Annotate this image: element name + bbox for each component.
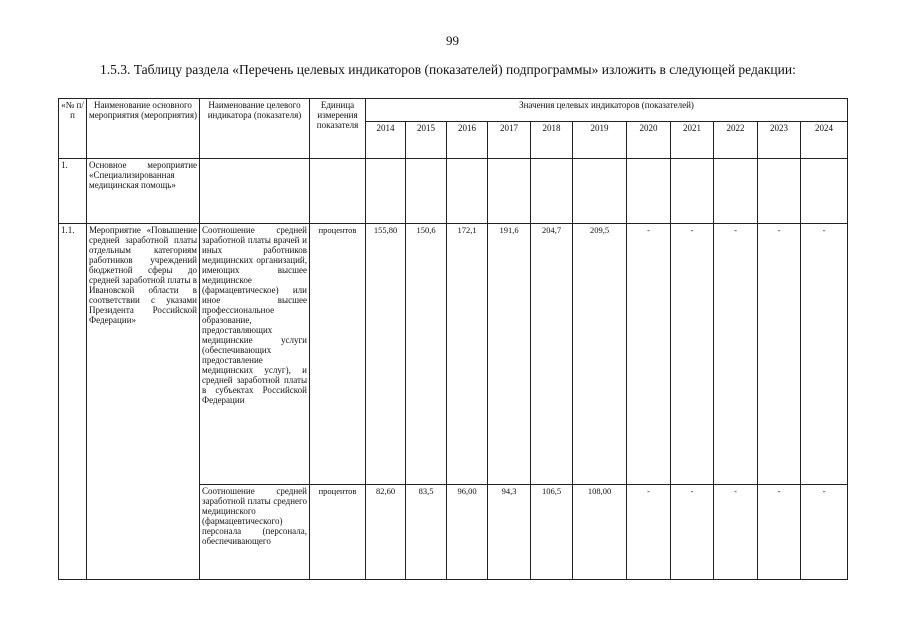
header-unit: Единица измерения показателя — [310, 99, 366, 159]
header-year: 2019 — [573, 122, 627, 159]
row-value: 191,6 — [488, 224, 531, 485]
row-unit: процентов — [310, 224, 366, 485]
row-value: 150,6 — [406, 224, 447, 485]
row-value — [714, 159, 758, 224]
row-value: 204,7 — [531, 224, 573, 485]
row-value: - — [671, 485, 714, 580]
row-value — [531, 159, 573, 224]
row-value — [406, 159, 447, 224]
header-indicator: Наименование целевого индикатора (показателя) — [200, 99, 310, 159]
header-values-group: Значения целевых индикаторов (показателей) — [366, 99, 848, 122]
row-value — [488, 159, 531, 224]
row-unit — [310, 159, 366, 224]
row-value: - — [758, 485, 801, 580]
row-value: 82,60 — [366, 485, 406, 580]
header-year: 2017 — [488, 122, 531, 159]
row-value — [801, 159, 848, 224]
header-year: 2023 — [758, 122, 801, 159]
header-activity: Наименование основного мероприятия (мероприятия) — [87, 99, 200, 159]
row-value: 108,00 — [573, 485, 627, 580]
row-value: - — [671, 224, 714, 485]
table-row — [59, 224, 848, 485]
header-year: 2015 — [406, 122, 447, 159]
header-year: 2021 — [671, 122, 714, 159]
row-activity: Мероприятие «Повышение средней заработной платы отдельным категориям работников учреждений бюджетной сферы до средней заработной платы в Ивановской области в соответствии с указами Президента Российской Федерации» — [87, 224, 200, 580]
table-row — [59, 159, 848, 224]
table-header-row — [59, 99, 848, 122]
row-unit: процентов — [310, 485, 366, 580]
row-value: 209,5 — [573, 224, 627, 485]
row-value: - — [758, 224, 801, 485]
row-value — [573, 159, 627, 224]
row-indicator: Соотношение средней заработной платы среднего медицинского (фармацевтического) персонала (персонала, обеспечивающего — [200, 485, 310, 580]
row-indicator — [200, 159, 310, 224]
row-value: - — [801, 485, 848, 580]
row-value: 94,3 — [488, 485, 531, 580]
row-value — [447, 159, 488, 224]
row-value — [758, 159, 801, 224]
header-year: 2014 — [366, 122, 406, 159]
row-value: - — [627, 224, 671, 485]
row-value: - — [801, 224, 848, 485]
row-indicator: Соотношение средней заработной платы врачей и иных работников медицинских организаций, имеющих высшее медицинское (фармацевтическое) или иное высшее профессиональное образование, предоставляющих медицинские услуги (обеспечивающих предоставление медицинских услуг), и средней заработной платы в субъектах Российской Федерации — [200, 224, 310, 485]
header-year: 2016 — [447, 122, 488, 159]
header-year: 2022 — [714, 122, 758, 159]
row-value — [366, 159, 406, 224]
row-value: 96,00 — [447, 485, 488, 580]
row-value: - — [714, 485, 758, 580]
row-num: 1.1. — [59, 224, 87, 580]
row-value: 172,1 — [447, 224, 488, 485]
intro-paragraph: 1.5.3. Таблицу раздела «Перечень целевых индикаторов (показателей) подпрограммы» изложить в следующей редакции: — [100, 62, 796, 77]
row-value: 83,5 — [406, 485, 447, 580]
indicators-table — [58, 98, 848, 580]
row-activity: Основное мероприятие «Специализированная медицинская помощь» — [87, 159, 200, 224]
row-value: - — [627, 485, 671, 580]
row-value: 106,5 — [531, 485, 573, 580]
header-year: 2020 — [627, 122, 671, 159]
row-value — [671, 159, 714, 224]
row-value: - — [714, 224, 758, 485]
header-num: «№ п/п — [59, 99, 87, 159]
header-year: 2018 — [531, 122, 573, 159]
row-value: 155,80 — [366, 224, 406, 485]
row-num: 1. — [59, 159, 87, 224]
page-number: 99 — [446, 33, 459, 48]
header-year: 2024 — [801, 122, 848, 159]
row-value — [627, 159, 671, 224]
